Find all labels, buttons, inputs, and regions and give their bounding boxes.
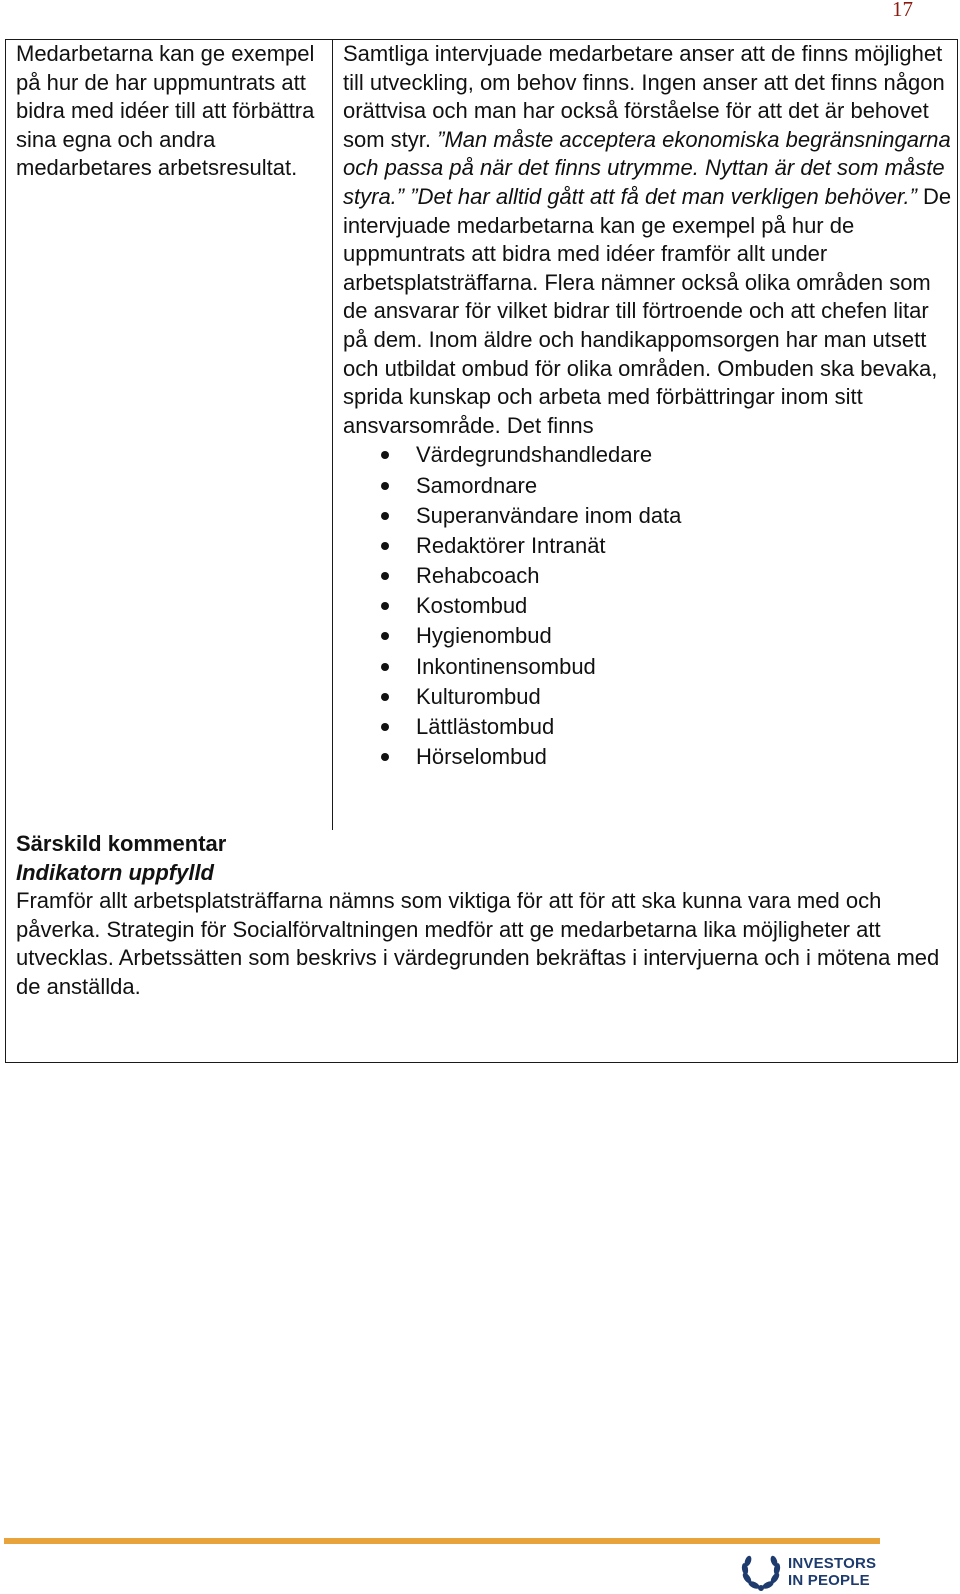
list-item-label: Kostombud: [416, 593, 528, 619]
list-item-label: Inkontinensombud: [416, 653, 596, 679]
logo-wordmark: [788, 1556, 876, 1589]
list-item: [343, 531, 955, 561]
bullet-icon: [381, 451, 389, 459]
list-item: [343, 652, 955, 682]
findings-intro: Samtliga intervjuade medarbetare anser att de finns möjlighet till utveckling, om behov finns. Ingen anser att det finns någon orättvisa och man har också förståelse för att det är behovet som styr.: [343, 41, 945, 152]
bullet-icon: [381, 723, 389, 731]
list-item: [343, 712, 955, 742]
list-item-label: Värdegrundshandledare: [416, 442, 653, 468]
findings-cell: [343, 40, 955, 772]
bullet-icon: [381, 632, 389, 640]
list-item-label: Hygienombud: [416, 623, 552, 649]
bullet-icon: [381, 693, 389, 701]
comment-body: Framför allt arbetsplatsträffarna nämns som viktiga för att för att ska kunna vara med och påverka. Strategin för Socialförvaltningen medför att ge medarbetarna lika möjligheter att utvecklas. Arbetssätten som beskrivs i värdegrunden bekräftas i intervjuerna och i mötena med de anställda.: [16, 888, 940, 999]
list-item: [343, 591, 955, 621]
comment-heading: Särskild kommentar: [16, 831, 227, 856]
findings-body: De intervjuade medarbetarna kan ge exempel på hur de uppmuntrats att bidra med idéer framför allt under arbetsplatsträffarna. Flera nämner också olika områden som de ansvarar för vilket bidrar till förtroende och att chefen litar på dem. Inom äldre och handikappomsorgen har man utsett och utbildat ombud för olika områden. Ombuden ska bevaka, sprida kunskap och arbeta med förbättringar inom sitt ansvarsområde. Det finns: [343, 183, 952, 438]
bullet-icon: [381, 482, 389, 490]
bullet-icon: [381, 512, 389, 520]
list-item-label: Rehabcoach: [416, 563, 540, 589]
logo-line-1: INVESTORS: [788, 1555, 877, 1572]
list-item-label: Kulturombud: [416, 683, 541, 709]
list-item-label: Redaktörer Intranät: [416, 532, 606, 558]
quote-2: ”Det har alltid gått att få det man verkligen behöver.”: [410, 183, 917, 209]
logo-line-2: IN PEOPLE: [788, 1571, 870, 1589]
footer-rule: [4, 1538, 880, 1544]
bullet-icon: [381, 542, 389, 550]
list-item-label: Samordnare: [416, 472, 538, 498]
investors-in-people-logo: [738, 1554, 888, 1592]
list-item: [343, 471, 955, 501]
quote-1: ”Man måste acceptera ekonomiska begränsningarna och passa på när det finns utrymme. Nyttan är det som måste styra.”: [343, 126, 951, 209]
page-number: 17: [892, 0, 913, 21]
bullet-icon: [381, 602, 389, 610]
list-item-label: Hörselombud: [416, 744, 547, 770]
list-item: [343, 561, 955, 591]
bullet-icon: [381, 572, 389, 580]
findings-paragraph: [343, 40, 955, 440]
list-item: [343, 621, 955, 651]
indicator-status: Indikatorn uppfylld: [16, 859, 214, 885]
laurel-icon: [738, 1554, 784, 1592]
ombud-list: [343, 440, 955, 772]
comment-section: [16, 830, 956, 1002]
list-item: [343, 682, 955, 712]
column-divider: [332, 40, 333, 830]
bullet-icon: [381, 753, 389, 761]
list-item-label: Superanvändare inom data: [416, 502, 682, 528]
list-item: [343, 440, 955, 470]
list-item-label: Lättlästombud: [416, 714, 555, 739]
assessment-table: [5, 39, 958, 1063]
indicator-cell: Medarbetarna kan ge exempel på hur de har uppmuntrats att bidra med idéer till att förbättra sina egna och andra medarbetares arbetsresultat.: [16, 41, 315, 181]
list-item: [343, 501, 955, 531]
list-item: [343, 742, 955, 772]
bullet-icon: [381, 663, 389, 671]
